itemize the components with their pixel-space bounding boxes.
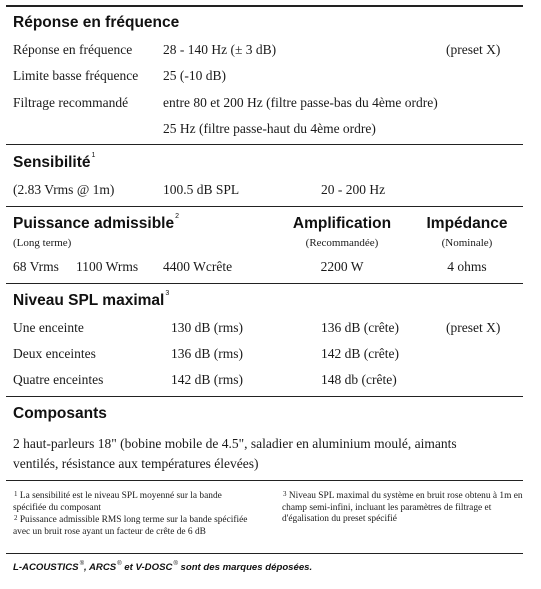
section-title-power: Puissance admissible$^2$ — [13, 213, 180, 232]
trademark-notice: L-ACOUSTICS®, ARCS® et V-DOSC® sont des marques déposées. — [13, 561, 313, 573]
spl-row-1-preset: (preset X) — [446, 320, 501, 335]
divider — [6, 480, 523, 481]
section-title-components: Composants — [13, 405, 107, 422]
spl-row-1-rms: 130 dB (rms) — [171, 320, 243, 335]
freq-row-1-label: Réponse en fréquence — [13, 42, 133, 57]
footnote-2: $^2$ Puissance admissible RMS long terme sur la bande spécifiée avec un bruit rose ayant un facteur de crête de 6 dB — [13, 514, 248, 537]
spl-row-1-label: Une enceinte — [13, 320, 84, 335]
divider — [6, 283, 523, 284]
divider — [6, 553, 523, 554]
spl-row-2-peak: 142 dB (crête) — [321, 346, 399, 361]
divider — [6, 396, 523, 397]
sensitivity-value: 100.5 dB SPL — [163, 182, 240, 197]
spl-row-2-rms: 136 dB (rms) — [171, 346, 243, 361]
components-line-1: 2 haut-parleurs 18" (bobine mobile de 4.5", saladier en aluminium moulé, aimants — [13, 436, 457, 451]
amplification-value: 2200 W — [320, 259, 364, 274]
section-title-max-spl: Niveau SPL maximal$^3$ — [13, 290, 170, 309]
freq-row-4-value: 25 Hz (filtre passe-haut du 4ème ordre) — [163, 121, 376, 136]
spl-row-3-peak: 148 db (crête) — [321, 372, 397, 387]
spl-row-2-label: Deux enceintes — [13, 346, 96, 361]
footnote-1: $^1$ La sensibilité est le niveau SPL moyenné sur la bande spécifiée du composant — [13, 490, 222, 513]
freq-row-3-label: Filtrage recommandé — [13, 95, 129, 110]
top-rule — [6, 5, 523, 7]
amplification-subtitle: (Recommandée) — [305, 237, 379, 249]
sensitivity-condition: (2.83 Vrms @ 1m) — [13, 182, 115, 197]
impedance-subtitle: (Nominale) — [441, 237, 493, 249]
spl-row-1-peak: 136 dB (crête) — [321, 320, 399, 335]
divider — [6, 144, 523, 145]
power-wrms: 1100 Wrms — [76, 259, 139, 274]
impedance-title: Impédance — [426, 215, 508, 232]
footnote-3: $^3$ Niveau SPL maximal du système en bruit rose obtenu à 1m en champ semi-infini, incluant les paramètres de filtrage et d'égalisation du preset spécifié — [282, 490, 523, 525]
power-wcrete: 4400 Wcrête — [163, 259, 233, 274]
divider — [6, 206, 523, 207]
spl-row-3-rms: 142 dB (rms) — [171, 372, 243, 387]
freq-row-2-value: 25 (-10 dB) — [163, 68, 226, 83]
power-subtitle: (Long terme) — [13, 237, 72, 249]
power-vrms: 68 Vrms — [13, 259, 59, 274]
freq-row-2-label: Limite basse fréquence — [13, 68, 139, 83]
freq-row-1-value: 28 - 140 Hz (± 3 dB) — [163, 42, 277, 57]
section-title-frequency: Réponse en fréquence — [13, 14, 180, 31]
freq-row-3-value: entre 80 et 200 Hz (filtre passe-bas du 4ème ordre) — [163, 95, 438, 110]
spl-row-3-label: Quatre enceintes — [13, 372, 104, 387]
freq-row-1-preset: (preset X) — [446, 42, 501, 57]
amplification-title: Amplification — [292, 215, 392, 232]
impedance-value: 4 ohms — [447, 259, 487, 274]
section-title-sensitivity: Sensibilité$^1$ — [13, 152, 96, 171]
components-line-2: ventilés, résistance aux températures élevées) — [13, 456, 259, 471]
sensitivity-range: 20 - 200 Hz — [321, 182, 386, 197]
